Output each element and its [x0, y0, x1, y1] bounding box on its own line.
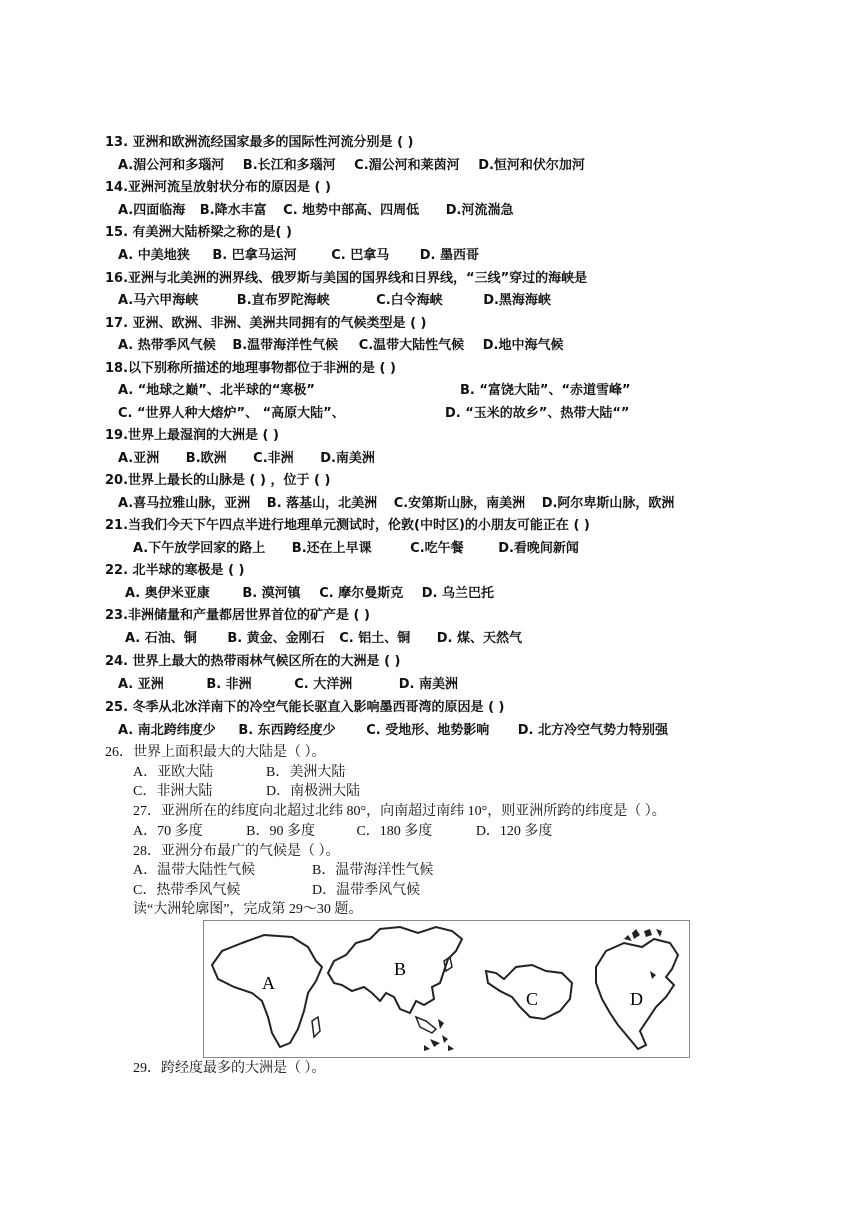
- option-b: B．温带海洋性气候: [312, 863, 434, 878]
- option-a: A.亚洲: [118, 451, 160, 466]
- continents-outline-svg: [204, 921, 689, 1057]
- option-d: D. 北方冷空气势力特别强: [517, 723, 669, 738]
- option-b: B. 黄金、金刚石: [227, 631, 325, 646]
- question-13-stem: 13. 亚洲和欧洲流经国家最多的国际性河流分别是 ( ): [105, 135, 414, 150]
- option-a: A. “地球之巅”、北半球的“寒极”: [118, 383, 315, 398]
- question-16-stem: 16.亚洲与北美洲的洲界线、俄罗斯与美国的国界线和日界线，“三线”穿过的海峡是: [105, 271, 588, 286]
- question-15-stem: 15. 有美洲大陆桥梁之称的是( ): [105, 225, 292, 240]
- option-d: D. 乌兰巴托: [421, 586, 495, 601]
- option-c: C. 铝土、铜: [339, 631, 411, 646]
- question-27-stem: 27．亚洲所在的纬度向北超过北纬 80°，向南超过南纬 10°，则亚洲所跨的纬度是（ ）。: [133, 804, 666, 819]
- question-26-stem: 26．世界上面积最大的大陆是（ ）。: [105, 745, 326, 760]
- question-24-stem: 24. 世界上最大的热带雨林气候区所在的大洲是 ( ): [105, 654, 401, 669]
- question-23-options: [125, 630, 522, 648]
- option-d: D.黑海海峡: [483, 293, 551, 308]
- option-b: B.还在上早课: [291, 541, 372, 556]
- option-a: A. 亚洲: [118, 677, 164, 692]
- option-b: B.欧洲: [185, 451, 227, 466]
- option-a: A. 热带季风气候: [118, 338, 216, 353]
- option-d: D. 南美洲: [398, 677, 459, 692]
- question-14-stem: 14.亚洲河流呈放射状分布的原因是 ( ): [105, 180, 331, 195]
- option-a: A．亚欧大陆: [133, 765, 214, 780]
- question-25-stem: 25. 冬季从北冰洋南下的冷空气能长驱直入影响墨西哥湾的原因是 ( ): [105, 700, 505, 715]
- question-22-stem: 22. 北半球的寒极是 ( ): [105, 563, 245, 578]
- option-a: A.四面临海: [118, 203, 186, 218]
- option-b: B．90 多度: [246, 824, 315, 839]
- option-a: A. 南北跨纬度少: [118, 723, 216, 738]
- option-b: B. 非洲: [206, 677, 252, 692]
- question-21-stem: 21.当我们今天下午四点半进行地理单元测试时，伦敦(中时区)的小朋友可能正在 ( ): [105, 518, 590, 533]
- question-23-stem: 23.非洲储量和产量都居世界首位的矿产是 ( ): [105, 608, 370, 623]
- question-17-options: [118, 337, 563, 355]
- question-13-options: [118, 157, 585, 175]
- option-a: A.喜马拉雅山脉，亚洲: [118, 496, 251, 511]
- option-b: B. “富饶大陆”、“赤道雪峰”: [460, 383, 631, 398]
- option-a: A.湄公河和多瑙河: [118, 158, 225, 173]
- map-label-b: B: [394, 959, 407, 979]
- question-14-options: [118, 202, 513, 220]
- option-b: B.降水丰富: [199, 203, 267, 218]
- question-21-options: [133, 540, 579, 558]
- option-c: C. 巴拿马: [331, 248, 390, 263]
- option-b: B.直布罗陀海峡: [236, 293, 330, 308]
- option-a: A. 中美地狭: [118, 248, 190, 263]
- option-c: C.吃午餐: [410, 541, 464, 556]
- option-b: B.温带海洋性气候: [232, 338, 339, 353]
- map-label-c: C: [526, 989, 539, 1009]
- option-d: D.南美洲: [320, 451, 375, 466]
- option-b: B. 东西跨经度少: [238, 723, 336, 738]
- option-c: C. “世界人种大熔炉”、 “高原大陆”、: [118, 406, 345, 421]
- option-b: B. 巴拿马运河: [212, 248, 297, 263]
- option-d: D. 煤、天然气: [436, 631, 523, 646]
- option-c: C.温带大陆性气候: [358, 338, 465, 353]
- question-15-options: [118, 247, 479, 265]
- option-d: D. “玉米的故乡”、热带大陆“”: [445, 406, 630, 421]
- option-c: C. 受地形、地势影响: [366, 723, 490, 738]
- option-d: D.看晚间新闻: [498, 541, 579, 556]
- option-c: C. 摩尔曼斯克: [319, 586, 404, 601]
- option-d: D．南极洲大陆: [266, 784, 361, 799]
- option-c: C.白令海峡: [376, 293, 443, 308]
- option-b: B．美洲大陆: [266, 765, 346, 780]
- map-label-a: A: [262, 973, 275, 993]
- option-a: A．温带大陆性气候: [133, 863, 256, 878]
- option-d: D．温带季风气候: [312, 883, 421, 898]
- map-intro-text: 读“大洲轮廓图”，完成第 29～30 题。: [133, 902, 363, 917]
- option-a: A.下午放学回家的路上: [133, 541, 266, 556]
- option-c: C．热带季风气候: [133, 883, 241, 898]
- option-d: D.恒河和伏尔加河: [478, 158, 585, 173]
- question-22-options: [125, 585, 494, 603]
- question-19-options: [118, 450, 375, 468]
- question-29-stem: 29．跨经度最多的大洲是（ ）。: [133, 1061, 326, 1076]
- option-c: C.非洲: [253, 451, 294, 466]
- question-20-stem: 20.世界上最长的山脉是 ( ) ，位于 ( ): [105, 473, 331, 488]
- option-a: A．70 多度: [133, 824, 203, 839]
- option-c: C. 地势中部高、四周低: [283, 203, 420, 218]
- question-17-stem: 17. 亚洲、欧洲、非洲、美洲共同拥有的气候类型是 ( ): [105, 316, 427, 331]
- question-25-options: [118, 722, 668, 740]
- continents-outline-map: [203, 920, 690, 1058]
- option-d: D.地中海气候: [482, 338, 564, 353]
- option-c: C. 大洋洲: [294, 677, 353, 692]
- option-a: A.马六甲海峡: [118, 293, 199, 308]
- question-27-options: [133, 823, 552, 841]
- option-d: D. 墨西哥: [419, 248, 480, 263]
- question-28-stem: 28．亚洲分布最广的气候是（ ）。: [133, 844, 340, 859]
- option-a: A. 石油、铜: [125, 631, 197, 646]
- option-c: C．180 多度: [356, 824, 433, 839]
- option-c: C.湄公河和莱茵河: [354, 158, 460, 173]
- option-b: B. 漠河镇: [242, 586, 301, 601]
- option-a: A. 奥伊米亚康: [125, 586, 210, 601]
- option-d: D.河流湍急: [445, 203, 514, 218]
- option-b: B. 落基山，北美洲: [266, 496, 378, 511]
- option-b: B.长江和多瑙河: [242, 158, 336, 173]
- option-d: D．120 多度: [475, 824, 553, 839]
- question-19-stem: 19.世界上最湿润的大洲是 ( ): [105, 428, 279, 443]
- option-c: C.安第斯山脉，南美洲: [393, 496, 526, 511]
- question-20-options: [118, 495, 674, 513]
- map-label-d: D: [630, 989, 643, 1009]
- option-d: D.阿尔卑斯山脉，欧洲: [541, 496, 675, 511]
- option-c: C．非洲大陆: [133, 784, 213, 799]
- question-24-options: [118, 676, 458, 694]
- question-16-options: [118, 292, 551, 310]
- question-18-stem: 18.以下别称所描述的地理事物都位于非洲的是 ( ): [105, 361, 396, 376]
